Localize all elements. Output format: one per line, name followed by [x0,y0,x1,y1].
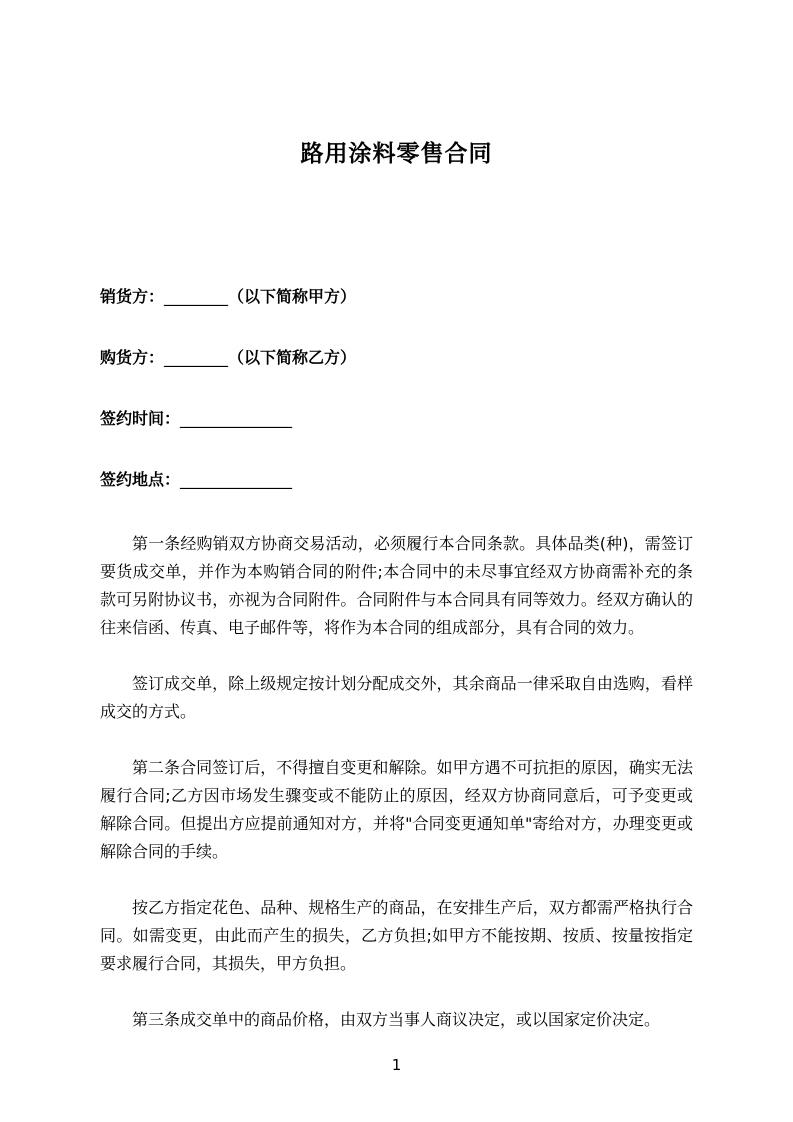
field-signing-date [100,408,693,430]
paragraph-clause-2: 第二条合同签订后，不得擅自变更和解除。如甲方遇不可抗拒的原因，确实无法履行合同;乙方因市场发生骤变或不能防止的原因，经双方协商同意后，可予变更或解除合同。但提出方应提前通知对方，并将"合同变更通知单"寄给对方，办理变更或解除合同的手续。 [100,758,693,861]
paragraph-clause-1: 第一条经购销双方协商交易活动，必须履行本合同条款。具体品类(种)，需签订要货成交单，并作为本购销合同的附件;本合同中的未尽事宜经双方协商需补充的条款可另附协议书，亦视为合同附件。合同附件与本合同具有同等效力。经双方确认的往来信函、传真、电子邮件等，将作为本合同的组成部分，具有合同的效力。 [100,534,693,637]
paragraph-clause-1-sub: 签订成交单，除上级规定按计划分配成交外，其余商品一律采取自由选购，看样成交的方式。 [100,674,693,721]
paragraph-clause-2-sub: 按乙方指定花色、品种、规格生产的商品，在安排生产后，双方都需严格执行合同。如需变更，由此而产生的损失，乙方负担;如甲方不能按期、按质、按量按指定要求履行合同，其损失，甲方负担。 [100,898,693,973]
field-signing-place-label: 签约地点： [100,470,181,489]
field-signing-place [100,469,693,491]
field-buyer-suffix: （以下简称乙方） [228,348,357,367]
contract-title: 路用涂料零售合同 [300,141,493,167]
field-seller-blank: ________ [164,287,229,306]
paragraph-clause-3: 第三条成交单中的商品价格，由双方当事人商议决定，或以国家定价决定。 [132,1010,661,1029]
field-signing-date-blank: ______________ [180,409,293,428]
field-signing-place-blank: ______________ [180,470,293,489]
contract-fields [100,286,693,491]
field-buyer [100,347,693,369]
field-buyer-blank: ________ [164,348,229,367]
field-seller [100,286,693,308]
field-signing-date-label: 签约时间： [100,409,181,428]
contract-body [100,530,693,1034]
field-seller-label: 销货方： [100,287,165,306]
field-seller-suffix: （以下简称甲方） [228,287,357,306]
field-buyer-label: 购货方： [100,348,165,367]
page-number: 1 [391,1056,402,1074]
